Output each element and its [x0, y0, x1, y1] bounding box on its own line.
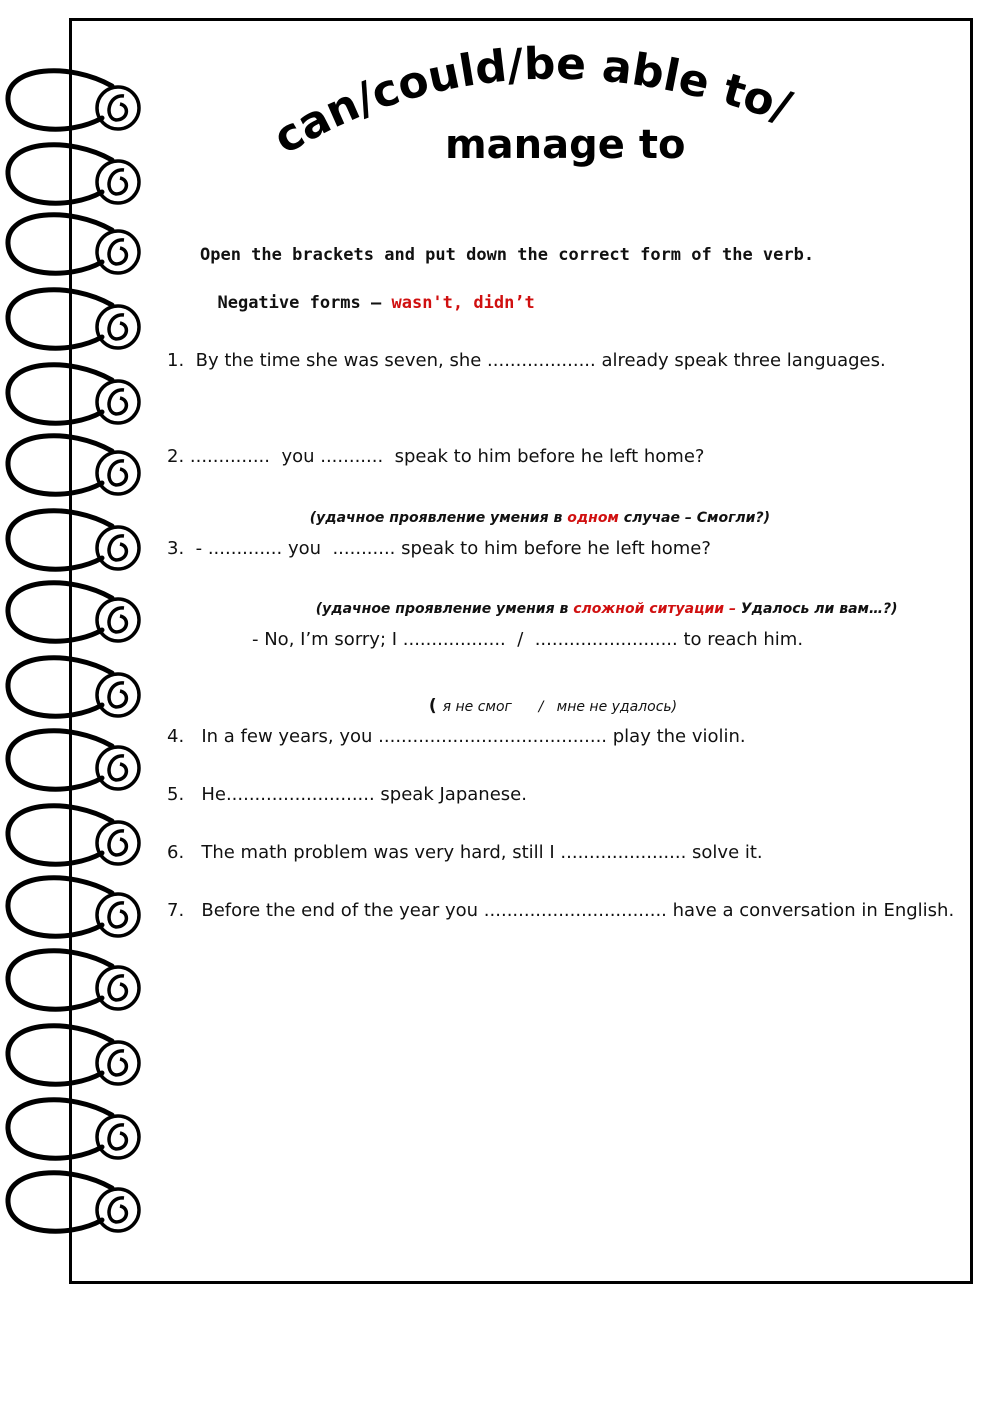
title-line-1: can/could/be able to/ — [264, 38, 798, 165]
hint-exercise-3-answer — [420, 680, 677, 716]
hint-exercise-2 — [300, 494, 770, 526]
hint-suffix: Удалось ли вам…?) — [735, 601, 898, 617]
exercise-2: 2. .............. you ........... speak to him before he left home? — [167, 446, 705, 467]
hint-open-paren: ( — [428, 696, 443, 716]
hint-text: я не смог / мне не удалось) — [442, 699, 678, 715]
negative-forms: wasn't, didn’t — [391, 293, 535, 313]
hint-exercise-3 — [306, 585, 898, 617]
exercise-3: 3. - ............. you ........... speak to him before he left home? — [167, 538, 711, 559]
hint-highlight: сложной ситуации – — [573, 601, 736, 617]
worksheet-title — [240, 30, 880, 190]
instruction-prefix: Negative forms – — [217, 293, 392, 313]
exercise-4: 4. In a few years, you ........................................ play the violin. — [167, 726, 746, 747]
instruction-line-2 — [197, 273, 535, 313]
hint-suffix: случае – Смогли?) — [618, 510, 770, 526]
instruction-line-1: Open the brackets and put down the correct form of the verb. — [200, 245, 815, 265]
exercise-5: 5. He.......................... speak Japanese. — [167, 784, 527, 805]
hint-highlight: одном — [567, 510, 619, 526]
exercise-6: 6. The math problem was very hard, still I ...................... solve it. — [167, 842, 763, 863]
exercise-7: 7. Before the end of the year you ................................ have a conversation in English. — [167, 900, 955, 921]
title-line-2: manage to — [445, 122, 686, 168]
hint-prefix: (удачное проявление умения в — [315, 601, 574, 617]
notebook-page — [69, 18, 973, 1284]
exercise-3-answer: - No, I’m sorry; I .................. / ......................... to reach him. — [252, 629, 804, 650]
exercise-1: 1. By the time she was seven, she ................... already speak three languages. — [167, 350, 886, 371]
hint-prefix: (удачное проявление умения в — [309, 510, 568, 526]
